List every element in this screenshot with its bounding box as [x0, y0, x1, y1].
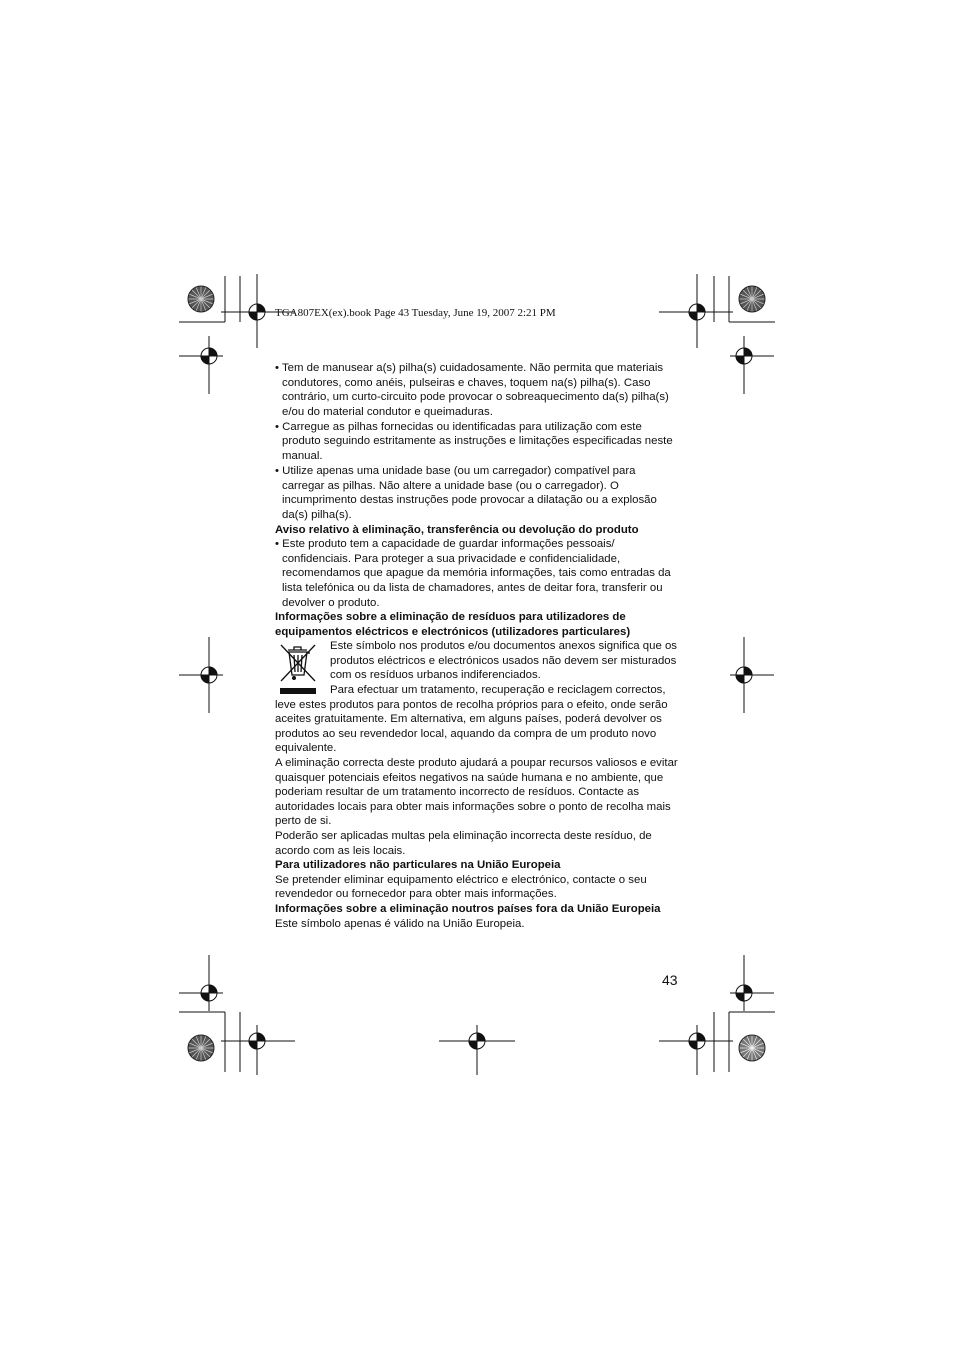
weee-paragraph-fines: Poderão ser aplicadas multas pela eliminação incorrecta deste resíduo, de acordo com as leis locais.	[275, 830, 652, 857]
battery-bullet-handling: • Tem de manusear a(s) pilha(s) cuidadosamente. Não permita que materiais condutores, como anéis, pulseiras e chaves, toquem na(s) pilha(s). Caso contrário, um curto-circuito pode provocar o sobreaquecimento da(s) pilha(s) e/ou do material condutor e queimaduras.	[275, 362, 669, 418]
battery-safety-list	[275, 361, 681, 523]
page-number: 43	[662, 972, 678, 988]
battery-bullet-charging: • Carregue as pilhas fornecidas ou identificadas para utilização com este produto seguindo estritamente as instruções e limitações especificadas neste manual.	[275, 420, 673, 463]
disposal-notice-heading: Aviso relativo à eliminação, transferência ou devolução do produto	[275, 523, 639, 536]
disposal-notice-bullet: • Este produto tem a capacidade de guardar informações pessoais/ confidenciais. Para proteger a sua privacidade e confidencialidade, recomendamos que apague da memória informações, tais como entradas da lista telefónica ou da lista de chamadores, antes de deitar fora, transferir ou devolver o produto.	[275, 538, 671, 609]
other-countries-heading: Informações sobre a eliminação noutros países fora da União Europeia	[275, 902, 661, 915]
battery-bullet-base-unit: • Utilize apenas uma unidade base (ou um carregador) compatível para carregar as pilhas. Não altere a unidade base (ou o carregador). O incumprimento destas instruções pode provocar a dilatação ou a explosão da(s) pilha(s).	[275, 465, 657, 521]
weee-paragraph-collection: Para efectuar um tratamento, recuperação e reciclagem correctos, leve estes produtos para pontos de recolha próprios para o efeito, onde serão aceites gratuitamente. Em alternativa, em alguns países, poderá devolver os produtos ao seu revendedor local, aquando da compra de um produto novo equivalente.	[275, 684, 668, 755]
weee-heading: Informações sobre a eliminação de resíduos para utilizadores de equipamentos eléctricos e electrónicos (utilizadores particulares)	[275, 611, 631, 638]
business-users-heading: Para utilizadores não particulares na União Europeia	[275, 859, 561, 872]
crossed-out-wheelie-bin-icon	[275, 641, 321, 697]
page-content	[275, 361, 681, 931]
weee-paragraph-benefits: A eliminação correcta deste produto ajudará a poupar recursos valiosos e evitar quaisquer potenciais efeitos negativos na saúde humana e no ambiente, que poderiam resultar de um tratamento incorrecto de resíduos. Contacte as autoridades locais para obter mais informações sobre o ponto de recolha mais perto de si.	[275, 757, 678, 828]
other-countries-text: Este símbolo apenas é válido na União Europeia.	[275, 917, 525, 930]
weee-paragraph-symbol: Este símbolo nos produtos e/ou documentos anexos significa que os produtos eléctricos e electrónicos usados não devem ser misturados com os resíduos urbanos indiferenciados.	[330, 640, 677, 682]
business-users-text: Se pretender eliminar equipamento eléctrico e electrónico, contacte o seu revendedor ou fornecedor para obter mais informações.	[275, 873, 647, 901]
print-header: TGA807EX(ex).book Page 43 Tuesday, June 19, 2007 2:21 PM	[275, 307, 556, 319]
weee-block	[275, 639, 681, 858]
